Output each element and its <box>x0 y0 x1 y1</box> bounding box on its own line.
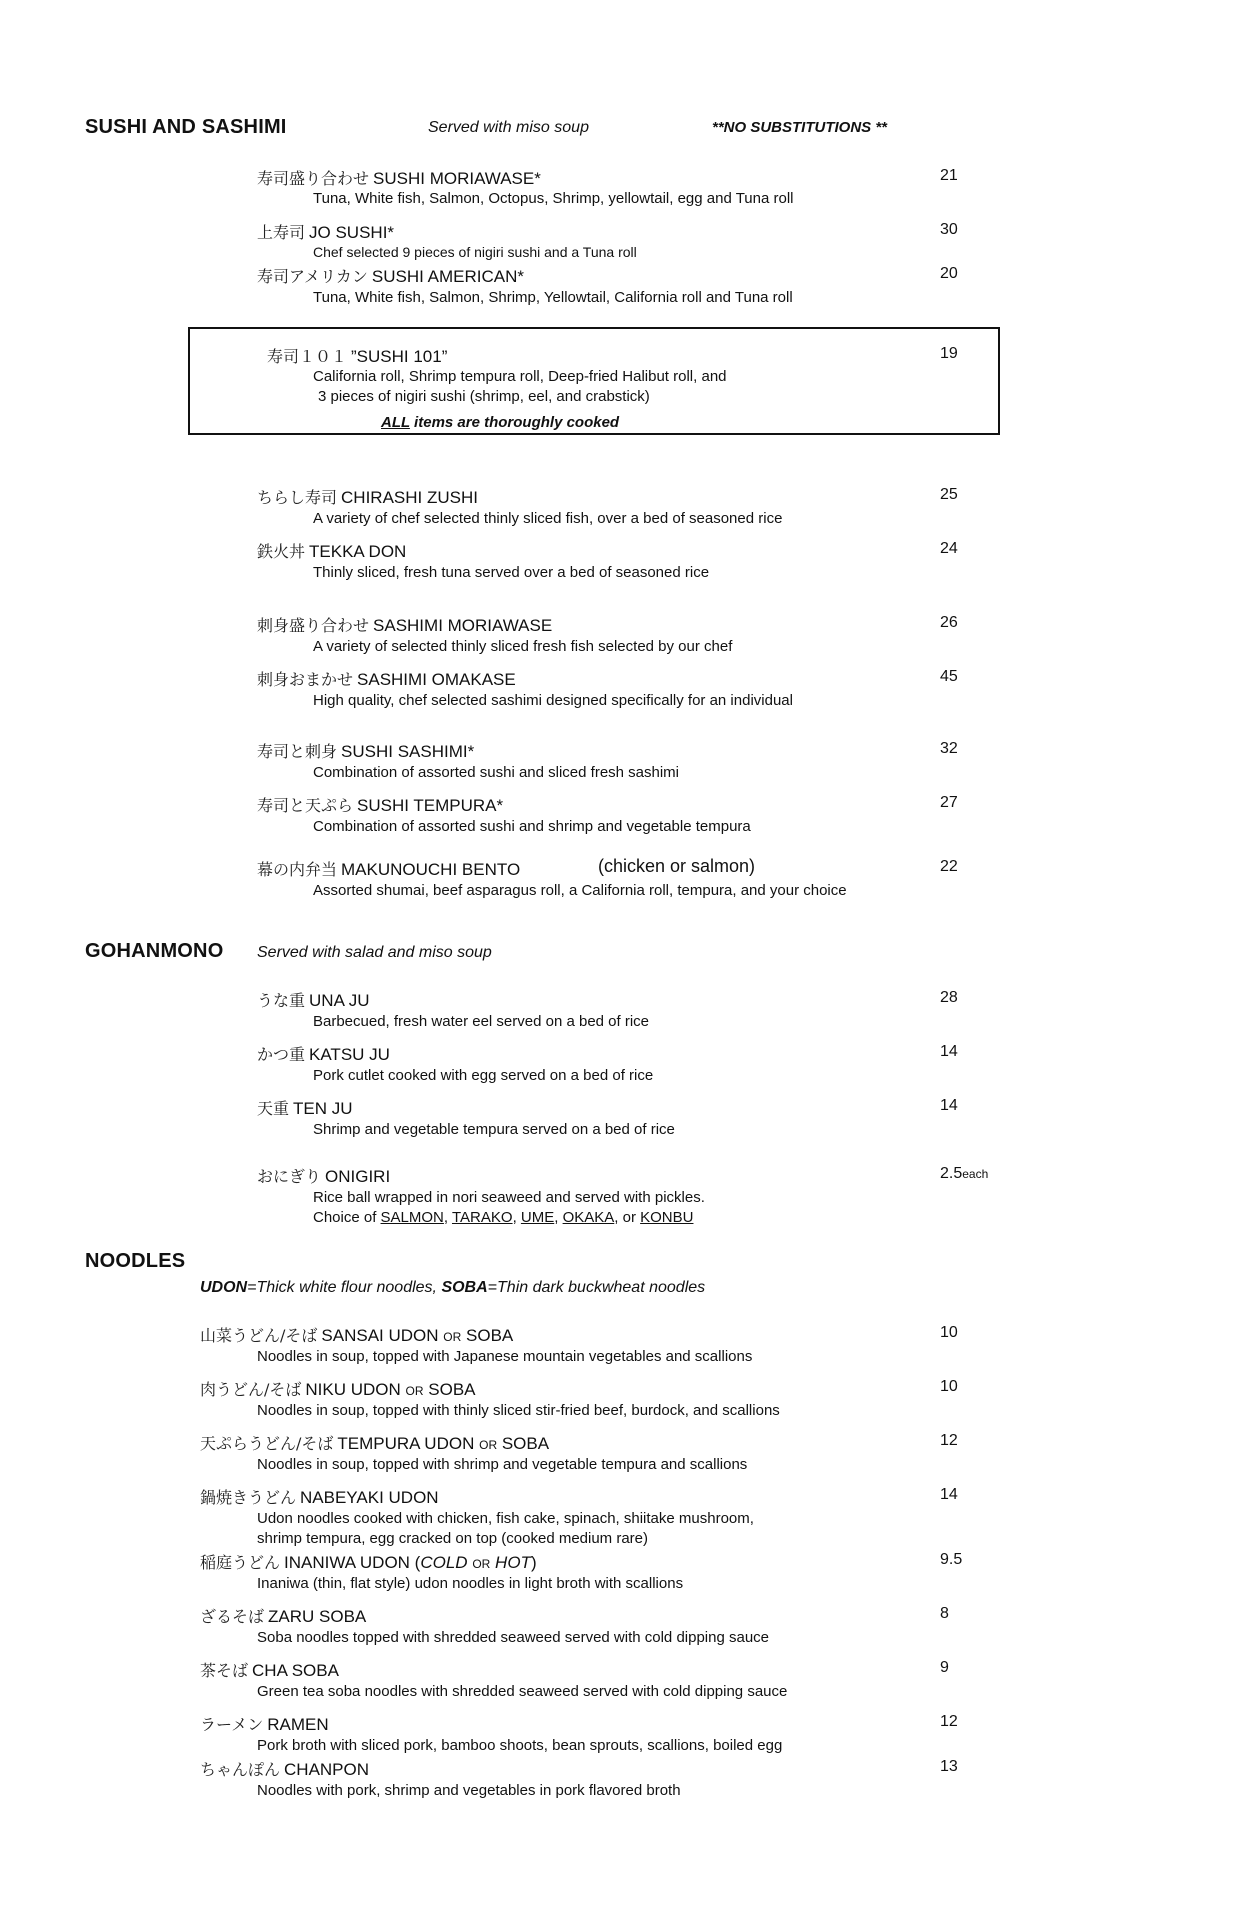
menu-item-name <box>200 1431 549 1454</box>
noodle-definitions <box>200 1279 705 1297</box>
english-name: MAKUNOUCHI BENTO <box>341 860 521 879</box>
section-title-noodles: NOODLES <box>85 1250 186 1272</box>
menu-item-desc: Rice ball wrapped in nori seaweed and served with pickles. <box>313 1189 705 1206</box>
japanese-name: かつ重 <box>257 1045 306 1064</box>
cooked-note-all: ALL <box>381 414 410 431</box>
japanese-name: おにぎり <box>257 1167 322 1186</box>
english-name: ZARU SOBA <box>268 1607 367 1626</box>
section-title-sushi: SUSHI AND SASHIMI <box>85 116 287 138</box>
english-name: SASHIMI MORIAWASE <box>373 616 553 635</box>
menu-item-name <box>257 485 478 508</box>
menu-item-desc: 3 pieces of nigiri sushi (shrimp, eel, and crabstick) <box>318 388 650 405</box>
japanese-name: 寿司アメリカン <box>257 267 368 286</box>
menu-item-desc: Green tea soba noodles with shredded seaweed served with cold dipping sauce <box>257 1683 788 1700</box>
japanese-name: 寿司と刺身 <box>257 742 338 761</box>
japanese-name: ざるそば <box>200 1607 265 1626</box>
english-name: TEKKA DON <box>309 542 407 561</box>
menu-item-price: 25 <box>940 486 958 503</box>
menu-item-desc: Combination of assorted sushi and shrimp and vegetable tempura <box>313 818 751 835</box>
menu-item-name <box>257 667 516 690</box>
english-name: KATSU JU <box>309 1045 390 1064</box>
choice-okaka: OKAKA <box>562 1209 615 1226</box>
menu-item-desc: Pork cutlet cooked with egg served on a bed of rice <box>313 1067 654 1084</box>
menu-item-price: 10 <box>940 1324 958 1341</box>
soba-label: SOBA <box>441 1279 488 1296</box>
menu-item-desc: shrimp tempura, egg cracked on top (cooked medium rare) <box>257 1530 649 1547</box>
japanese-name: 天重 <box>257 1099 290 1118</box>
english-name: ”SUSHI 101” <box>351 347 448 366</box>
no-substitutions-note: **NO SUBSTITUTIONS ** <box>712 119 888 136</box>
japanese-name: 山菜うどん/そば <box>200 1326 318 1345</box>
japanese-name: ちゃんぽん <box>200 1760 281 1779</box>
menu-item-price: 13 <box>940 1758 958 1775</box>
onigiri-choices <box>313 1209 693 1226</box>
japanese-name: 鍋焼きうどん <box>200 1488 297 1507</box>
japanese-name: 上寿司 <box>257 223 306 242</box>
udon-definition: =Thick white flour noodles, <box>247 1279 442 1296</box>
choices-prefix: Choice of <box>313 1209 381 1226</box>
english-name: TEN JU <box>293 1099 353 1118</box>
menu-item-name <box>200 1712 329 1735</box>
japanese-name: 鉄火丼 <box>257 542 306 561</box>
choice-tarako: TARAKO <box>451 1209 513 1226</box>
japanese-name: 稲庭うどん <box>200 1553 281 1572</box>
menu-item-name <box>257 793 503 816</box>
cooked-note-rest: items are thoroughly cooked <box>409 414 620 431</box>
menu-item-name <box>257 1096 353 1119</box>
english-name: SASHIMI OMAKASE <box>357 670 516 689</box>
menu-item-price: 26 <box>940 614 958 631</box>
english-name: SUSHI TEMPURA* <box>357 796 504 815</box>
menu-item-price: 12 <box>940 1713 958 1730</box>
menu-item-name <box>200 1604 366 1627</box>
menu-item-desc: Noodles in soup, topped with shrimp and vegetable tempura and scallions <box>257 1456 748 1473</box>
section-note-gohanmono: Served with salad and miso soup <box>257 944 492 961</box>
option-hot: HOT <box>495 1553 531 1572</box>
english-name: UNA JU <box>309 991 370 1010</box>
english-name: JO SUSHI* <box>309 223 395 242</box>
english-name: NIKU UDON <box>305 1380 401 1399</box>
menu-item-name <box>257 988 369 1011</box>
price-value: 2.5 <box>940 1165 963 1182</box>
english-name: SANSAI UDON <box>321 1326 439 1345</box>
japanese-name: 寿司と天ぷら <box>257 796 354 815</box>
menu-item-desc: California roll, Shrimp tempura roll, Deep-fried Halibut roll, and <box>313 368 727 385</box>
menu-item-price: 10 <box>940 1378 958 1395</box>
english-name: CHA SOBA <box>252 1661 339 1680</box>
menu-item-desc: A variety of chef selected thinly sliced fish, over a bed of seasoned rice <box>313 510 783 527</box>
menu-item-name <box>257 613 552 636</box>
menu-item-desc: A variety of selected thinly sliced fresh fish selected by our chef <box>313 638 733 655</box>
menu-item-price: 28 <box>940 989 958 1006</box>
english-name: NABEYAKI UDON <box>300 1488 439 1507</box>
menu-item-price: 14 <box>940 1043 958 1060</box>
choice-salmon: SALMON <box>380 1209 444 1226</box>
menu-item-desc: Thinly sliced, fresh tuna served over a bed of seasoned rice <box>313 564 710 581</box>
menu-item-price: 19 <box>940 345 958 362</box>
menu-item-desc: Pork broth with sliced pork, bamboo shoots, bean sprouts, scallions, boiled egg <box>257 1737 783 1754</box>
menu-item-name <box>267 344 447 367</box>
menu-item-desc: Inaniwa (thin, flat style) udon noodles in light broth with scallions <box>257 1575 684 1592</box>
section-title-gohanmono: GOHANMONO <box>85 940 224 962</box>
menu-item-price: 21 <box>940 167 958 184</box>
choice-ume: UME <box>520 1209 555 1226</box>
choice-or: , or <box>614 1209 641 1226</box>
menu-item-name <box>257 1042 390 1065</box>
japanese-name: ラーメン <box>200 1715 264 1734</box>
english-name: SUSHI MORIAWASE* <box>373 169 541 188</box>
menu-item-desc: Noodles in soup, topped with thinly sliced stir-fried beef, burdock, and scallions <box>257 1402 780 1419</box>
or-word: OR <box>479 1438 498 1452</box>
menu-item-name <box>257 739 474 762</box>
soba-definition: =Thin dark buckwheat noodles <box>487 1279 706 1296</box>
menu-item-price: 27 <box>940 794 958 811</box>
option-cold: COLD <box>420 1553 468 1572</box>
cooked-note <box>381 414 619 431</box>
menu-item-name <box>200 1377 476 1400</box>
section-note-sushi: Served with miso soup <box>428 119 589 136</box>
japanese-name: 肉うどん/そば <box>200 1380 302 1399</box>
english-name-alt: SOBA <box>428 1380 476 1399</box>
english-name: RAMEN <box>267 1715 329 1734</box>
english-name: SUSHI AMERICAN* <box>371 267 524 286</box>
choice-konbu: KONBU <box>640 1209 694 1226</box>
menu-item-name <box>200 1323 513 1346</box>
or-word: OR <box>405 1384 424 1398</box>
menu-item-name <box>257 857 520 880</box>
choice-sep: , <box>512 1209 521 1226</box>
japanese-name: 刺身おまかせ <box>257 670 354 689</box>
menu-item-name <box>257 166 541 189</box>
or-word: OR <box>472 1557 491 1571</box>
menu-item-name <box>257 220 394 243</box>
menu-item-name <box>200 1658 339 1681</box>
paren-close: ) <box>530 1553 537 1572</box>
menu-item-price <box>940 1165 988 1183</box>
english-name-alt: SOBA <box>501 1434 550 1453</box>
japanese-name: 寿司１０１ <box>267 347 348 366</box>
choice-sep: , <box>443 1209 452 1226</box>
menu-item-desc: Barbecued, fresh water eel served on a bed of rice <box>313 1013 650 1030</box>
english-name-alt: SOBA <box>466 1326 514 1345</box>
menu-item-price: 14 <box>940 1486 958 1503</box>
menu-item-desc: Shrimp and vegetable tempura served on a bed of rice <box>313 1121 675 1138</box>
english-name: SUSHI SASHIMI* <box>341 742 475 761</box>
price-each: each <box>962 1167 989 1181</box>
english-name: ONIGIRI <box>325 1167 391 1186</box>
japanese-name: 刺身盛り合わせ <box>257 616 370 635</box>
menu-item-price: 32 <box>940 740 958 757</box>
menu-item-name <box>257 264 524 287</box>
menu-item-price: 24 <box>940 540 958 557</box>
menu-item-name <box>200 1757 369 1780</box>
menu-item-price: 30 <box>940 221 958 238</box>
udon-label: UDON <box>200 1279 248 1296</box>
menu-item-desc: Soba noodles topped with shredded seaweed served with cold dipping sauce <box>257 1629 770 1646</box>
menu-item-desc: Chef selected 9 pieces of nigiri sushi and a Tuna roll <box>313 244 637 260</box>
japanese-name: 寿司盛り合わせ <box>257 169 370 188</box>
menu-item-option: (chicken or salmon) <box>598 856 756 876</box>
menu-item-price: 14 <box>940 1097 958 1114</box>
english-name: TEMPURA UDON <box>337 1434 475 1453</box>
menu-item-price: 9 <box>940 1659 949 1676</box>
menu-item-name <box>257 1164 390 1187</box>
menu-item-price: 45 <box>940 668 958 685</box>
menu-item-desc: Combination of assorted sushi and sliced fresh sashimi <box>313 764 680 781</box>
menu-item-desc: High quality, chef selected sashimi designed specifically for an individual <box>313 692 793 709</box>
menu-item-desc: Noodles with pork, shrimp and vegetables in pork flavored broth <box>257 1782 681 1799</box>
english-name: CHIRASHI ZUSHI <box>341 488 478 507</box>
menu-item-desc: Tuna, White fish, Salmon, Octopus, Shrimp, yellowtail, egg and Tuna roll <box>313 190 794 207</box>
menu-item-desc: Udon noodles cooked with chicken, fish cake, spinach, shiitake mushroom, <box>257 1510 754 1527</box>
menu-item-price: 22 <box>940 858 958 875</box>
japanese-name: ちらし寿司 <box>257 488 338 507</box>
choice-sep: , <box>554 1209 563 1226</box>
menu-item-price: 8 <box>940 1605 949 1622</box>
menu-item-name <box>200 1485 439 1508</box>
japanese-name: 天ぷらうどん/そば <box>200 1434 334 1453</box>
menu-item-price: 9.5 <box>940 1551 963 1568</box>
english-name: CHANPON <box>284 1760 370 1779</box>
menu-item-name <box>257 539 406 562</box>
menu-item-desc: Noodles in soup, topped with Japanese mountain vegetables and scallions <box>257 1348 753 1365</box>
menu-item-price: 20 <box>940 265 958 282</box>
japanese-name: うな重 <box>257 991 306 1010</box>
english-name: INANIWA UDON ( <box>284 1553 421 1572</box>
menu-item-desc: Assorted shumai, beef asparagus roll, a California roll, tempura, and your choice <box>313 882 847 899</box>
japanese-name: 幕の内弁当 <box>257 860 338 879</box>
japanese-name: 茶そば <box>200 1661 249 1680</box>
menu-item-name <box>200 1550 537 1573</box>
menu-item-price: 12 <box>940 1432 958 1449</box>
menu-item-desc: Tuna, White fish, Salmon, Shrimp, Yellowtail, California roll and Tuna roll <box>313 289 793 306</box>
or-word: OR <box>443 1330 462 1344</box>
